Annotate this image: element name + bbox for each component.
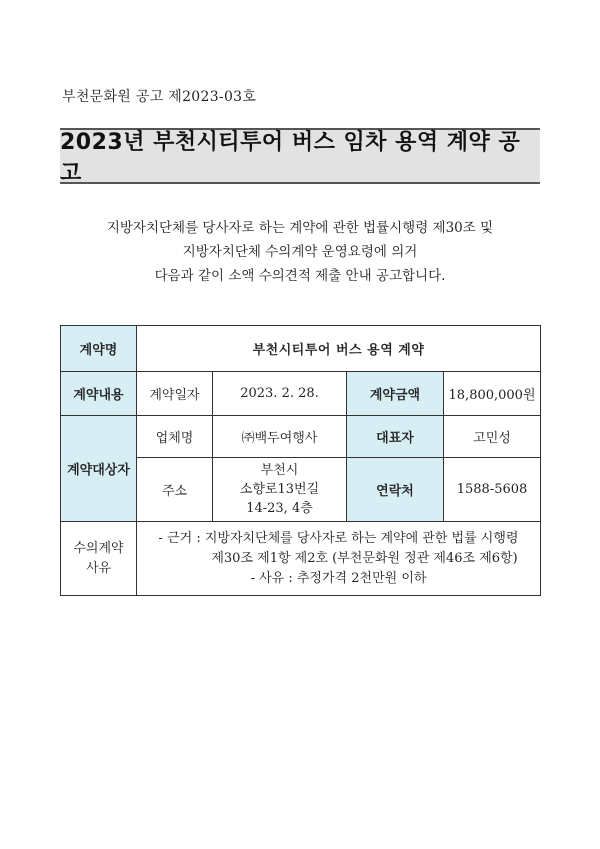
page-title: 2023년 부천시티투어 버스 임차 용역 계약 공고 bbox=[60, 130, 521, 186]
intro-paragraph bbox=[60, 216, 540, 288]
address-line: 부천시 bbox=[260, 463, 299, 478]
table-row bbox=[61, 326, 541, 372]
reason-label-line: 사유 bbox=[85, 560, 112, 576]
representative-label: 대표자 bbox=[347, 416, 444, 458]
reason-line: - 사유 : 추정가격 2천만원 이하 bbox=[250, 570, 427, 586]
reason-line: - 근거 : 지방자치단체를 당사자로 하는 계약에 관한 법률 시행령 bbox=[158, 530, 519, 546]
address-value bbox=[213, 458, 347, 522]
contact-label: 연락처 bbox=[347, 458, 444, 522]
contract-amount-label: 계약금액 bbox=[347, 372, 444, 416]
intro-line: 다음과 같이 소액 수의견적 제출 안내 공고합니다. bbox=[154, 268, 446, 284]
contract-date-label: 계약일자 bbox=[137, 372, 213, 416]
address-label: 주소 bbox=[137, 458, 213, 522]
representative-value: 고민성 bbox=[444, 416, 541, 458]
contact-value: 1588-5608 bbox=[444, 458, 541, 522]
reason-label bbox=[61, 522, 137, 596]
address-line: 소향로13번길 bbox=[239, 482, 320, 497]
intro-line: 지방자치단체 수의계약 운영요령에 의거 bbox=[182, 244, 418, 260]
contract-name-value: 부천시티투어 버스 용역 계약 bbox=[137, 326, 541, 372]
table-row bbox=[61, 372, 541, 416]
party-label: 계약대상자 bbox=[61, 416, 137, 522]
contract-amount-value: 18,800,000원 bbox=[444, 372, 541, 416]
reason-value bbox=[137, 522, 541, 596]
document-number: 부천문화원 공고 제2023-03호 bbox=[62, 89, 257, 105]
address-line: 14-23, 4층 bbox=[246, 501, 313, 516]
contract-table bbox=[60, 325, 541, 596]
title-banner bbox=[60, 128, 540, 184]
table-row bbox=[61, 416, 541, 458]
company-label: 업체명 bbox=[137, 416, 213, 458]
reason-label-line: 수의계약 bbox=[73, 540, 124, 556]
intro-line: 지방자치단체를 당사자로 하는 계약에 관한 법률시행령 제30조 및 bbox=[106, 220, 494, 236]
contract-content-label: 계약내용 bbox=[61, 372, 137, 416]
reason-line: 제30조 제1항 제2호 (부천문화원 정관 제46조 제6항) bbox=[211, 550, 518, 566]
company-value: ㈜백두여행사 bbox=[213, 416, 347, 458]
contract-date-value: 2023. 2. 28. bbox=[213, 372, 347, 416]
contract-name-label: 계약명 bbox=[61, 326, 137, 372]
table-row bbox=[61, 522, 541, 596]
